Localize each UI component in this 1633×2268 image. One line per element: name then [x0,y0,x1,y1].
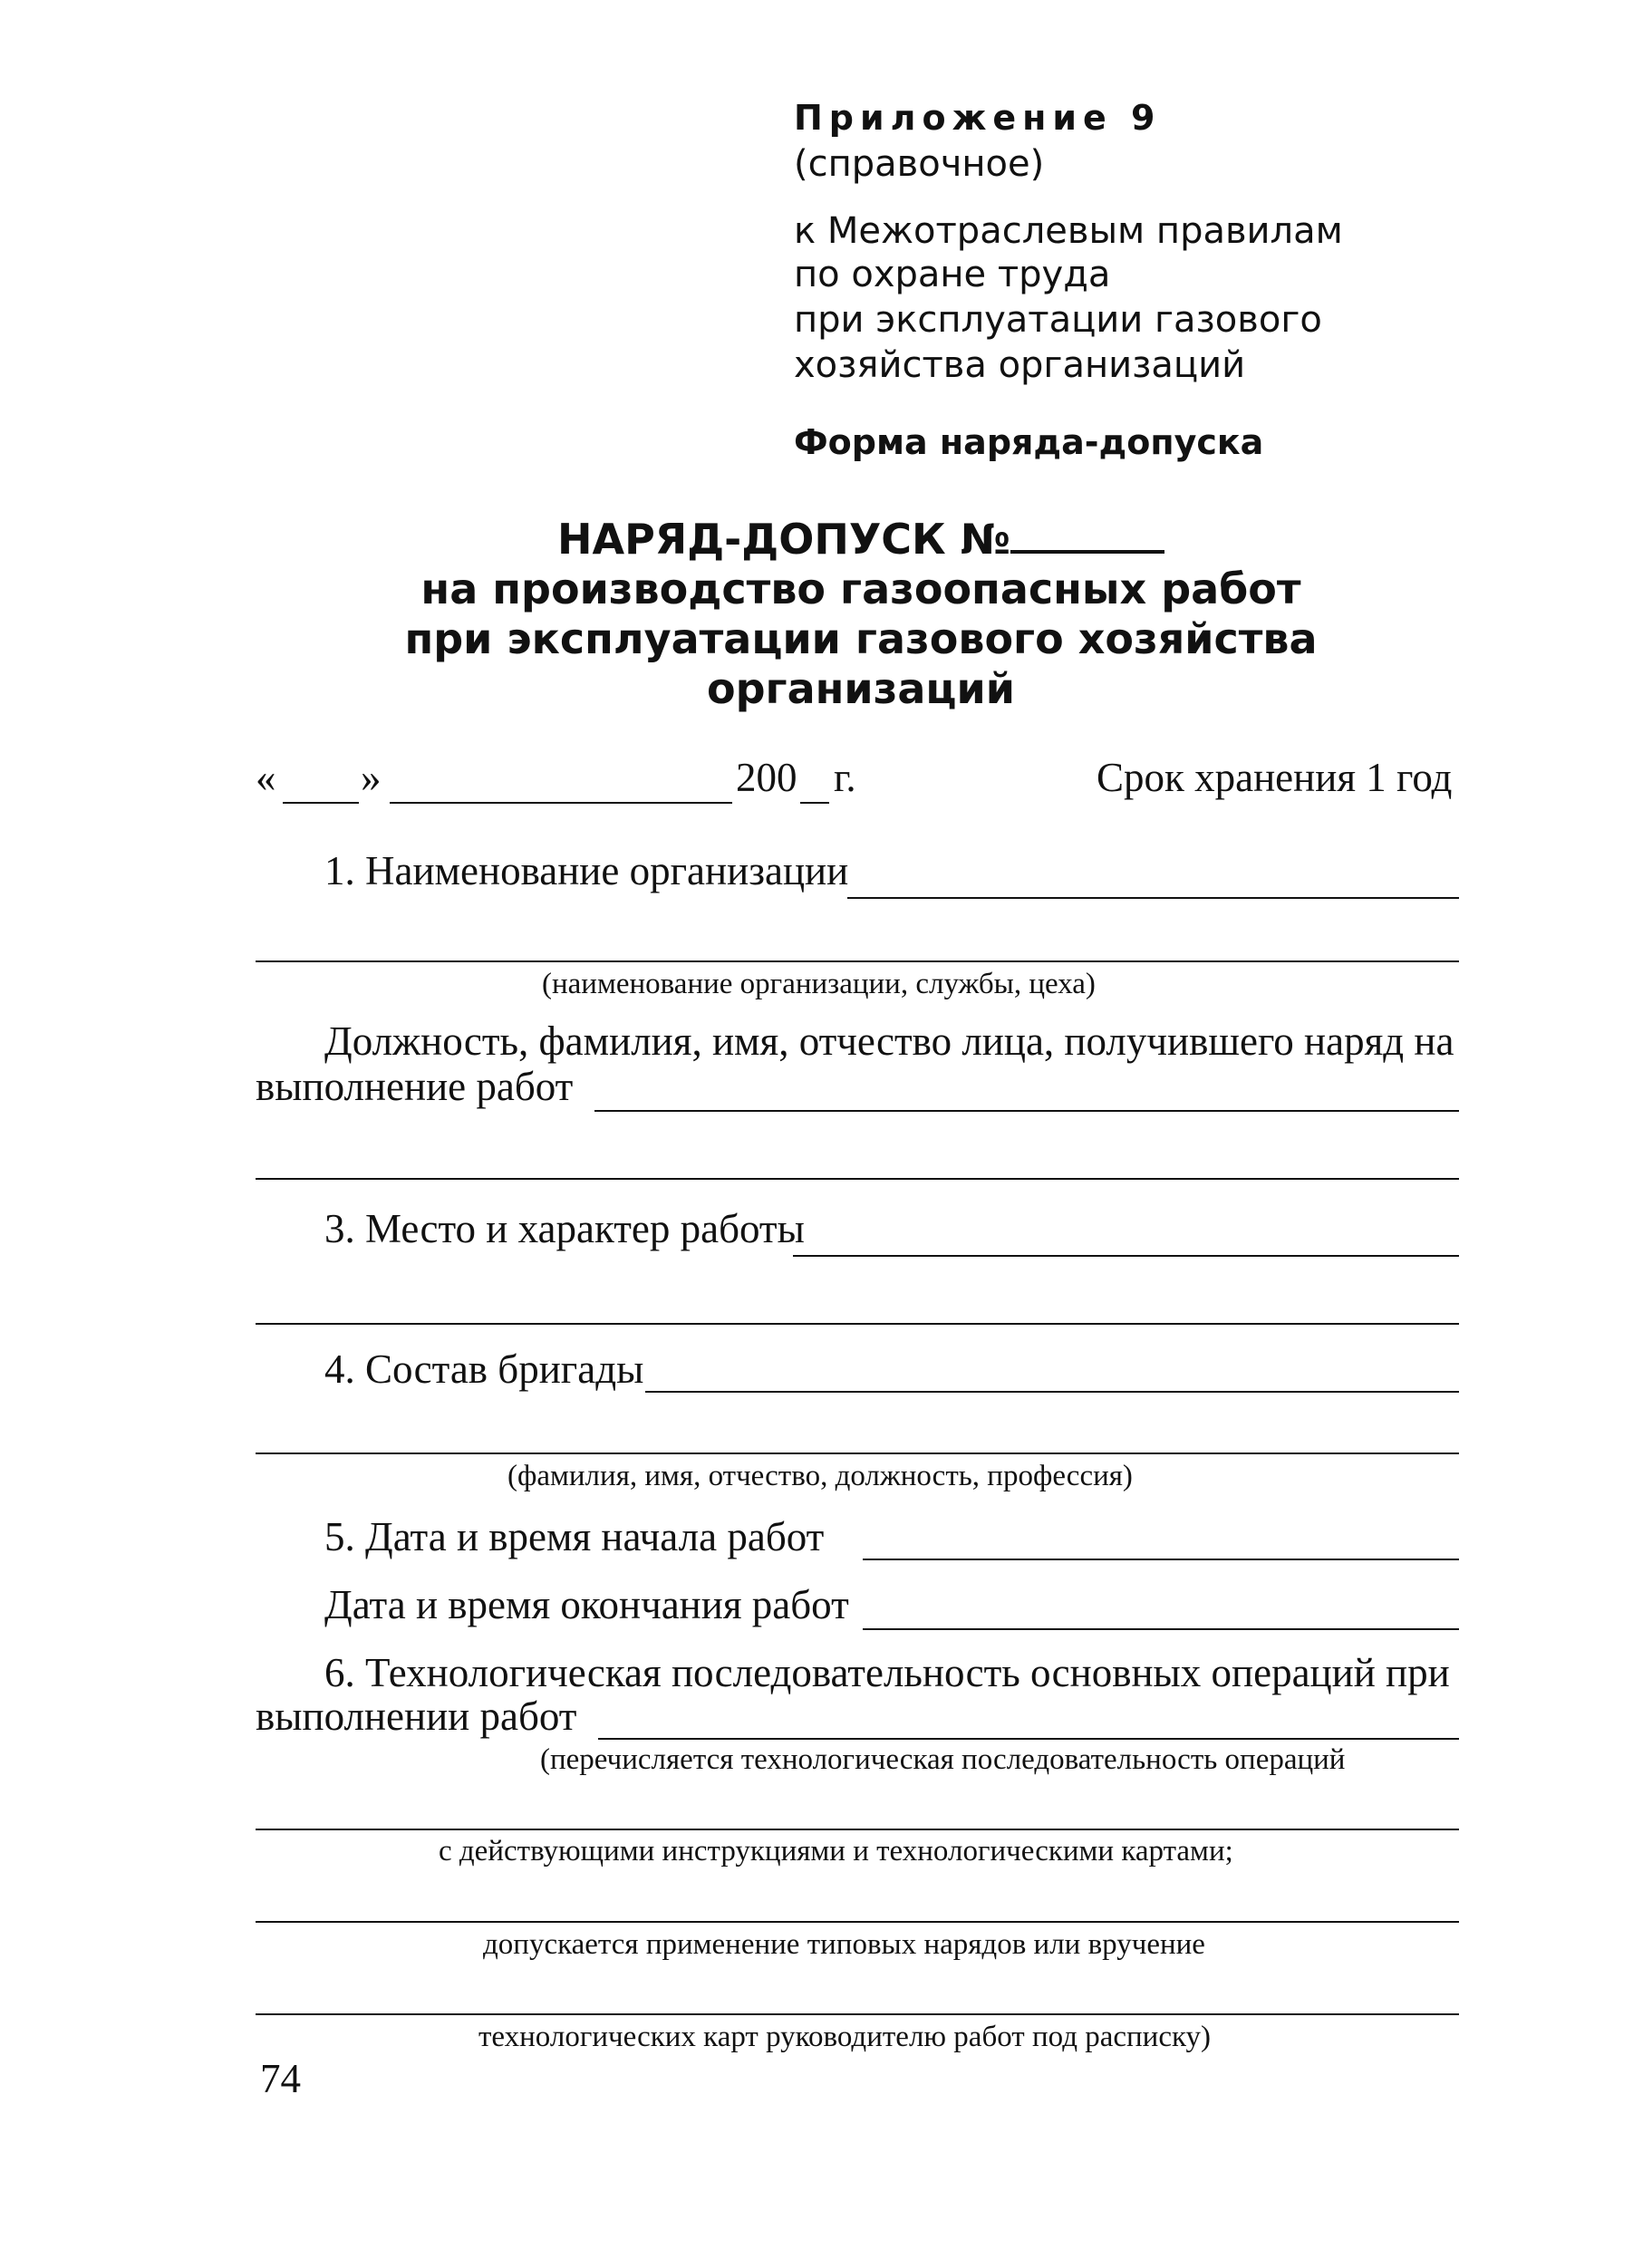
document-subtitle-line: организаций [707,664,1015,713]
appendix-note: (справочное) [794,143,1045,185]
date-close-quote: » [361,755,382,800]
date-year-suffix: г. [834,755,856,800]
document-subtitle-line: на производство газоопасных работ [420,565,1301,613]
end-blank [863,1628,1459,1630]
sequence-caption: допускается применение типовых нарядов или вручение [483,1928,1205,1961]
document-number-blank [1010,516,1164,554]
place-blank-line2 [256,1323,1459,1325]
start-label: 5. Дата и время начала работ [324,1514,825,1559]
organization-blank [847,897,1459,899]
date-open-quote: « [256,755,276,800]
sequence-blank-line4 [256,2013,1459,2015]
retention-period: Срок хранения 1 год [1097,755,1453,800]
organization-blank-line2 [256,960,1459,962]
sequence-blank [598,1738,1459,1740]
document-title-text: НАРЯД-ДОПУСК № [556,515,1011,564]
document-subtitle-line: при эксплуатации газового хозяйства [404,614,1318,663]
place-label: 3. Место и характер работы [324,1206,805,1251]
recipient-label: Должность, фамилия, имя, отчество лица, получившего наряд на [324,1018,1454,1064]
sequence-label: 6. Технологическая последовательность основных операций при [324,1650,1450,1695]
document-title [272,515,1450,564]
day-blank [283,802,359,804]
form-caption: Форма наряда-допуска [794,422,1264,462]
sequence-blank-line3 [256,1921,1459,1923]
recipient-blank [594,1110,1459,1112]
sequence-blank-line2 [256,1829,1459,1830]
year-blank [800,802,829,804]
organization-label: 1. Наименование организации [324,848,849,893]
team-blank-line2 [256,1452,1459,1454]
month-blank [390,802,732,804]
team-blank [645,1391,1459,1393]
sequence-caption: с действующими инструкциями и технологическими картами; [439,1835,1233,1867]
end-label: Дата и время окончания работ [324,1582,849,1627]
team-label: 4. Состав бригады [324,1346,644,1392]
organization-caption: (наименование организации, службы, цеха) [542,968,1096,1000]
team-caption: (фамилия, имя, отчество, должность, профессия) [507,1460,1133,1492]
place-blank [793,1255,1459,1257]
sequence-caption: технологических карт руководителю работ под расписку) [478,2021,1212,2053]
sequence-caption: (перечисляется технологическая последовательность операций [540,1743,1346,1776]
appendix-reference-line: по охране труда [794,254,1111,295]
appendix-title: Приложение 9 [794,98,1162,138]
appendix-reference-line: при эксплуатации газового [794,299,1322,341]
appendix-reference-line: к Межотраслевым правилам [794,210,1343,252]
recipient-label-line2: выполнение работ [256,1064,574,1109]
recipient-blank-line2 [256,1178,1459,1180]
start-blank [863,1559,1459,1560]
appendix-reference-line: хозяйства организаций [794,344,1246,386]
page-number: 74 [260,2056,301,2101]
date-year: 200 [736,755,797,800]
sequence-label-line2: выполнении работ [256,1694,577,1739]
